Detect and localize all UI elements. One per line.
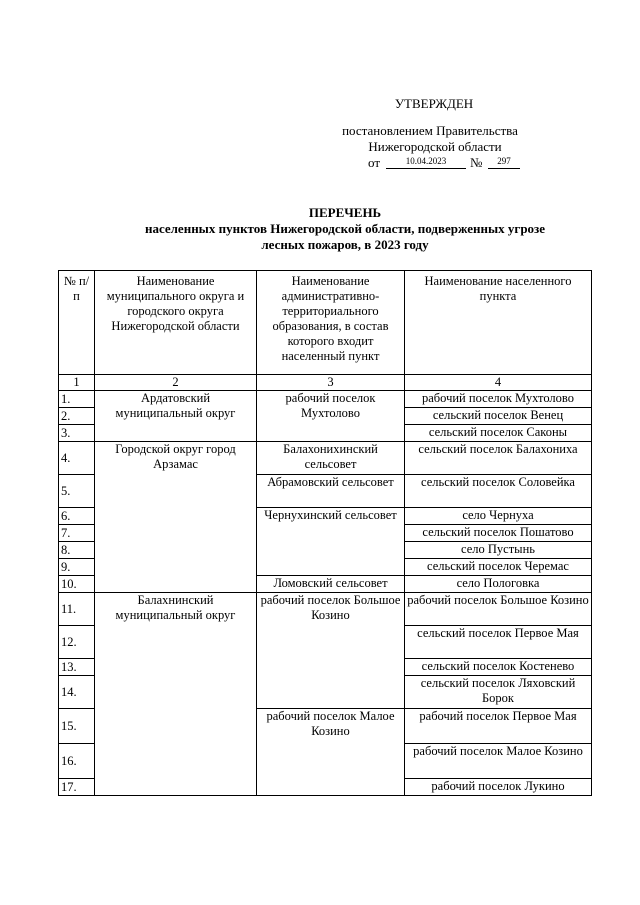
table-row (59, 442, 592, 475)
row-number: 5. (59, 475, 95, 508)
settlement-cell: сельский поселок Венец (405, 408, 592, 425)
title-line-2: лесных пожаров, в 2023 году (261, 237, 429, 252)
settlement-cell: сельский поселок Первое Мая (405, 626, 592, 659)
table-row (59, 391, 592, 408)
column-number: 1 (59, 375, 95, 391)
settlement-cell: рабочий поселок Первое Мая (405, 709, 592, 744)
approval-stamp: УТВЕРЖДЕН (394, 96, 474, 111)
settlement-cell: сельский поселок Балахониха (405, 442, 592, 475)
row-number: 9. (59, 559, 95, 576)
approval-block (300, 96, 560, 171)
settlement-cell: сельский поселок Ляховский Борок (405, 676, 592, 709)
approval-number: 297 (488, 155, 520, 169)
settlement-cell: рабочий поселок Лукино (405, 779, 592, 796)
title-line-1: населенных пунктов Нижегородской области, подверженных угрозе (144, 221, 546, 236)
settlement-cell: село Чернуха (405, 508, 592, 525)
column-number: 3 (257, 375, 405, 391)
admin-unit-cell: Балахонихинский сельсовет (257, 442, 405, 475)
title-heading: ПЕРЕЧЕНЬ (308, 205, 382, 220)
header-settlement: Наименование населенного пункта (405, 271, 592, 375)
settlement-cell: село Пустынь (405, 542, 592, 559)
column-number: 4 (405, 375, 592, 391)
settlement-cell: сельский поселок Соловейка (405, 475, 592, 508)
row-number: 7. (59, 525, 95, 542)
settlement-cell: рабочий поселок Мухтолово (405, 391, 592, 408)
approval-date-line (310, 155, 560, 171)
row-number: 11. (59, 593, 95, 626)
column-numbers-row (59, 375, 592, 391)
row-number: 1. (59, 391, 95, 408)
settlement-cell: сельский поселок Саконы (405, 425, 592, 442)
row-number: 16. (59, 744, 95, 779)
admin-unit-cell: рабочий поселок Большое Козино (257, 593, 405, 709)
document-title (95, 205, 595, 253)
header-district: Наименование муниципального округа и городского округа Нижегородской области (95, 271, 257, 375)
row-number: 14. (59, 676, 95, 709)
row-number: 8. (59, 542, 95, 559)
admin-unit-cell: Ломовский сельсовет (257, 576, 405, 593)
row-number: 12. (59, 626, 95, 659)
admin-unit-cell: рабочий поселок Малое Козино (257, 709, 405, 796)
row-number: 6. (59, 508, 95, 525)
row-number: 3. (59, 425, 95, 442)
approval-line-1: постановлением Правительства (342, 123, 518, 138)
table-row (59, 593, 592, 626)
admin-unit-cell: Чернухинский сельсовет (257, 508, 405, 576)
settlements-table (58, 270, 592, 796)
approval-date: 10.04.2023 (386, 155, 466, 169)
settlement-cell: рабочий поселок Большое Козино (405, 593, 592, 626)
settlement-cell: рабочий поселок Малое Козино (405, 744, 592, 779)
settlement-cell: сельский поселок Черемас (405, 559, 592, 576)
header-admin-unit: Наименование административно-территориального образования, в состав которого входит населенный пункт (257, 271, 405, 375)
table-header-row (59, 271, 592, 375)
number-label: № (470, 155, 483, 170)
district-cell: Городской округ город Арзамас (95, 442, 257, 593)
row-number: 15. (59, 709, 95, 744)
header-number: № п/п (59, 271, 95, 375)
settlement-cell: село Пологовка (405, 576, 592, 593)
row-number: 4. (59, 442, 95, 475)
column-number: 2 (95, 375, 257, 391)
district-cell: Ардатовский муниципальный округ (95, 391, 257, 442)
settlement-cell: сельский поселок Пошатово (405, 525, 592, 542)
row-number: 13. (59, 659, 95, 676)
settlement-cell: сельский поселок Костенево (405, 659, 592, 676)
row-number: 10. (59, 576, 95, 593)
district-cell: Балахнинский муниципальный округ (95, 593, 257, 796)
approval-line-2: Нижегородской области (368, 139, 502, 154)
admin-unit-cell: Абрамовский сельсовет (257, 475, 405, 508)
admin-unit-cell: рабочий поселок Мухтолово (257, 391, 405, 442)
row-number: 17. (59, 779, 95, 796)
row-number: 2. (59, 408, 95, 425)
from-label: от (368, 155, 381, 170)
